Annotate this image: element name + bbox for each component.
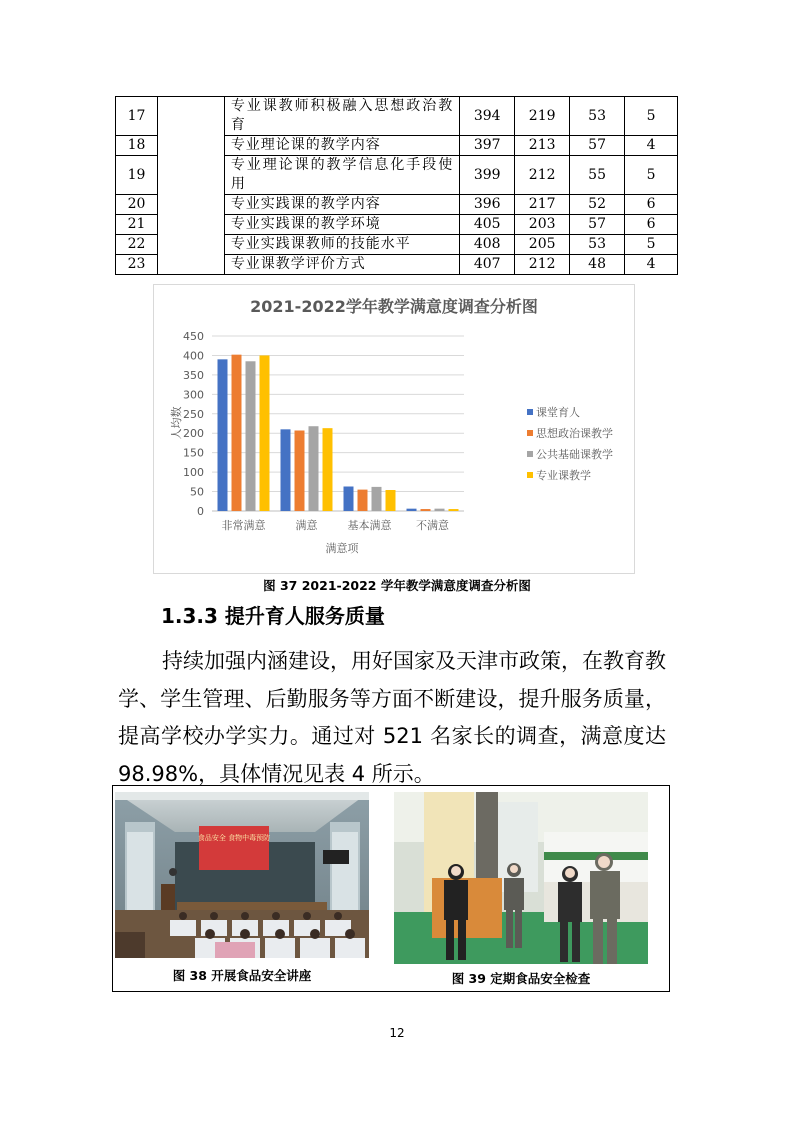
bar-3-3 — [449, 509, 459, 511]
bar-0-3 — [260, 355, 270, 511]
item-name: 专业实践课的教学内容 — [224, 195, 459, 215]
very-satisfied-count: 397 — [460, 136, 515, 156]
figure-37-caption: 图 37 2021-2022 学年教学满意度调查分析图 — [263, 578, 531, 593]
row-number: 21 — [116, 215, 158, 235]
very-satisfied-count: 408 — [460, 235, 515, 255]
table-row — [116, 97, 678, 136]
bar-0-1 — [232, 355, 242, 511]
figure-38-caption: 图 38 开展食品安全讲座 — [172, 968, 312, 983]
dissatisfied-count: 5 — [625, 97, 678, 136]
dissatisfied-count: 4 — [625, 136, 678, 156]
page-number: 12 — [389, 1026, 405, 1040]
basically-satisfied-count: 48 — [570, 255, 625, 275]
satisfied-count: 213 — [515, 136, 570, 156]
row-number: 22 — [116, 235, 158, 255]
chart-frame — [153, 284, 635, 574]
item-name: 专业理论课的教学信息化手段使用 — [224, 156, 459, 195]
row-number: 19 — [116, 156, 158, 195]
very-satisfied-count: 405 — [460, 215, 515, 235]
bar-3-1 — [421, 509, 431, 511]
chart-title: 2021-2022学年教学满意度调查分析图 — [250, 297, 538, 316]
satisfied-count: 217 — [515, 195, 570, 215]
bar-1-1 — [295, 431, 305, 512]
bar-3-2 — [435, 509, 445, 511]
y-tick-label: 200 — [183, 427, 204, 441]
bar-1-2 — [309, 426, 319, 511]
body-paragraph — [118, 643, 666, 793]
y-tick-label: 400 — [183, 349, 204, 363]
x-tick-label: 非常满意 — [221, 519, 266, 532]
legend-swatch — [527, 451, 533, 457]
x-tick-label: 不满意 — [416, 519, 449, 532]
y-tick-label: 250 — [183, 407, 204, 421]
basically-satisfied-count: 52 — [570, 195, 625, 215]
survey-table — [115, 96, 678, 275]
row-number: 17 — [116, 97, 158, 136]
paragraph-text: 持续加强内涵建设，用好国家及天津市政策，在教育教学、学生管理、后勤服务等方面不断建设，提升服务质量，提高学校办学实力。通过对 521 名家长的调查，满意度达 98.98%，具体情况见表 4 所示。 — [118, 649, 666, 786]
y-tick-label: 0 — [197, 505, 204, 518]
y-tick-label: 350 — [183, 368, 204, 382]
satisfied-count: 212 — [515, 156, 570, 195]
satisfied-count: 205 — [515, 235, 570, 255]
x-tick-label: 基本满意 — [347, 519, 392, 532]
category-cell — [157, 97, 224, 275]
very-satisfied-count: 394 — [460, 97, 515, 136]
satisfaction-chart — [154, 285, 634, 573]
item-name: 专业理论课的教学内容 — [224, 136, 459, 156]
bar-0-0 — [218, 359, 228, 511]
item-name: 专业实践课的教学环境 — [224, 215, 459, 235]
y-tick-label: 300 — [183, 388, 204, 402]
bar-2-1 — [358, 490, 368, 511]
very-satisfied-count: 399 — [460, 156, 515, 195]
y-tick-label: 100 — [183, 466, 204, 480]
bar-0-2 — [246, 361, 256, 511]
dissatisfied-count: 5 — [625, 235, 678, 255]
item-name: 专业课教学评价方式 — [224, 255, 459, 275]
y-tick-label: 150 — [183, 446, 204, 460]
item-name: 专业实践课教师的技能水平 — [224, 235, 459, 255]
y-tick-label: 450 — [183, 330, 204, 343]
legend-label: 思想政治课教学 — [536, 427, 613, 440]
very-satisfied-count: 407 — [460, 255, 515, 275]
legend-label: 公共基础课教学 — [536, 448, 613, 461]
basically-satisfied-count: 57 — [570, 215, 625, 235]
basically-satisfied-count: 57 — [570, 136, 625, 156]
satisfied-count: 212 — [515, 255, 570, 275]
legend-swatch — [527, 430, 533, 436]
x-tick-label: 满意 — [295, 519, 318, 532]
dissatisfied-count: 6 — [625, 195, 678, 215]
y-axis-label: 人均数 — [170, 406, 183, 440]
very-satisfied-count: 396 — [460, 195, 515, 215]
food-safety-lecture-photo — [115, 792, 369, 958]
bar-1-0 — [281, 429, 291, 511]
bar-2-2 — [372, 487, 382, 511]
item-name: 专业课教师积极融入思想政治教育 — [224, 97, 459, 136]
dissatisfied-count: 5 — [625, 156, 678, 195]
row-number: 23 — [116, 255, 158, 275]
satisfied-count: 203 — [515, 215, 570, 235]
bar-2-0 — [344, 487, 354, 512]
row-number: 18 — [116, 136, 158, 156]
bar-2-3 — [386, 490, 396, 511]
dissatisfied-count: 4 — [625, 255, 678, 275]
y-tick-label: 50 — [190, 485, 204, 499]
section-heading: 1.3.3 提升育人服务质量 — [161, 604, 385, 628]
legend-label: 课堂育人 — [536, 406, 580, 419]
figure-39-caption: 图 39 定期食品安全检查 — [451, 971, 591, 986]
basically-satisfied-count: 53 — [570, 97, 625, 136]
projector-screen-text: 食品安全 食物中毒预防 — [197, 834, 271, 842]
legend-swatch — [527, 409, 533, 415]
bar-1-3 — [323, 428, 333, 511]
photo-box — [112, 785, 670, 992]
dissatisfied-count: 6 — [625, 215, 678, 235]
legend-label: 专业课教学 — [536, 469, 591, 482]
row-number: 20 — [116, 195, 158, 215]
bar-3-0 — [407, 509, 417, 511]
basically-satisfied-count: 53 — [570, 235, 625, 255]
basically-satisfied-count: 55 — [570, 156, 625, 195]
legend-swatch — [527, 472, 533, 478]
x-axis-label: 满意项 — [325, 542, 359, 555]
satisfied-count: 219 — [515, 97, 570, 136]
chart-legend — [527, 405, 613, 482]
food-safety-inspection-photo — [394, 792, 648, 964]
